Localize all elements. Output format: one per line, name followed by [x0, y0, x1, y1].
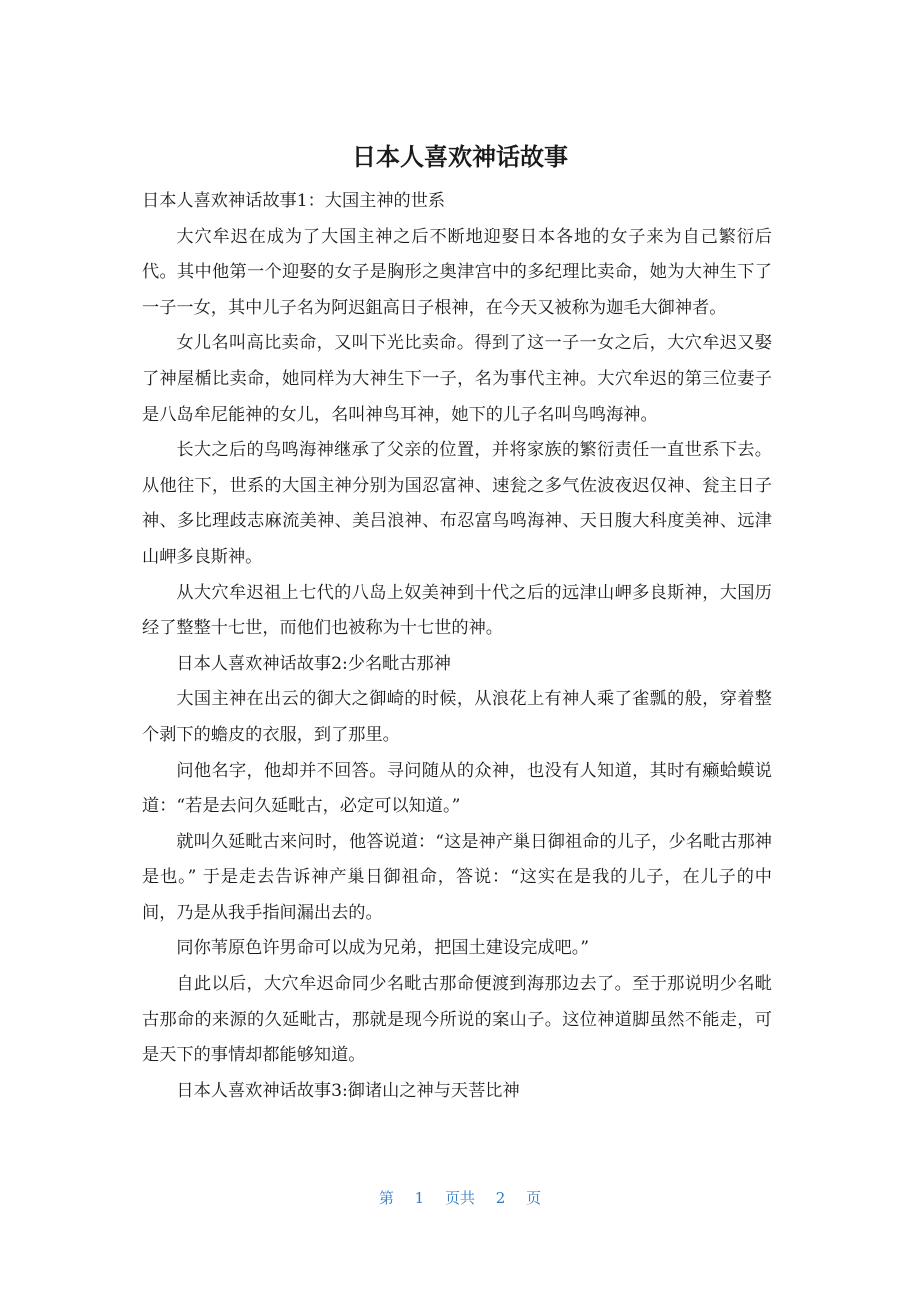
paragraph: 女儿名叫高比卖命，又叫下光比卖命。得到了这一子一女之后，大穴牟迟又娶了神屋楯比卖命，她同样为大神生下一子，名为事代主神。大穴牟迟的第三位妻子是八岛牟尼能神的女儿，名叫神鸟耳神，她下的儿子名叫鸟鸣海神。 [142, 333, 772, 425]
document-body [142, 184, 772, 1109]
current-page-number: 1 [414, 1189, 425, 1207]
paragraph: 大国主神在出云的御大之御崎的时候，从浪花上有神人乘了雀瓢的般，穿着整个剥下的蟾皮的衣服，到了那里。 [142, 689, 772, 745]
total-pages-number: 2 [495, 1189, 506, 1207]
paragraph: 问他名字，他却并不回答。寻问随从的众神，也没有人知道，其时有癞蛤蟆说道：“若是去问久延毗古，必定可以知道。” [142, 760, 772, 817]
document-title: 日本人喜欢神话故事 [352, 143, 568, 171]
section-heading-3: 日本人喜欢神话故事3:御诸山之神与天菩比神 [176, 1080, 520, 1101]
section-heading-1: 日本人喜欢神话故事1：大国主神的世系 [142, 191, 446, 211]
paragraph: 长大之后的鸟鸣海神继承了父亲的位置，并将家族的繁衍责任一直世系下去。从他往下，世系的大国主神分别为国忍富神、速瓮之多气佐波夜迟仅神、瓮主日子神、多比理歧志麻流美神、美吕浪神、布忍富鸟鸣海神、天日腹大科度美神、远津山岬多良斯神。 [142, 440, 772, 567]
paragraph: 同你苇原色许男命可以成为兄弟，把国土建设完成吧。” [176, 938, 590, 959]
paragraph: 自此以后，大穴牟迟命同少名毗古那命便渡到海那边去了。至于那说明少名毗古那命的来源的久延毗古，那就是现今所说的案山子。这位神道脚虽然不能走，可是天下的事情却都能够知道。 [142, 974, 772, 1066]
paragraph: 大穴牟迟在成为了大国主神之后不断地迎娶日本各地的女子来为自己繁衍后代。其中他第一个迎娶的女子是胸形之奥津宫中的多纪理比卖命，她为大神生下了一子一女，其中儿子名为阿迟鉏高日子根神，在今天又被称为迦毛大御神者。 [142, 226, 772, 318]
page-label-prefix: 第 [378, 1189, 394, 1207]
paragraph: 从大穴牟迟祖上七代的八岛上奴美神到十代之后的远津山岬多良斯神，大国历经了整整十七世，而他们也被称为十七世的神。 [142, 582, 772, 639]
page-label-mid: 页共 [444, 1189, 475, 1207]
paragraph: 就叫久延毗古来问时，他答说道：“这是神产巢日御祖命的儿子，少名毗古那神是也。” 于是走去告诉神产巢日御祖命，答说：“这实在是我的儿子，在儿子的中间，乃是从我手指间漏出去的。 [142, 831, 772, 923]
page-footer [0, 1186, 920, 1210]
page-label-suffix: 页 [526, 1189, 542, 1207]
section-heading-2: 日本人喜欢神话故事2:少名毗古那神 [176, 653, 451, 674]
